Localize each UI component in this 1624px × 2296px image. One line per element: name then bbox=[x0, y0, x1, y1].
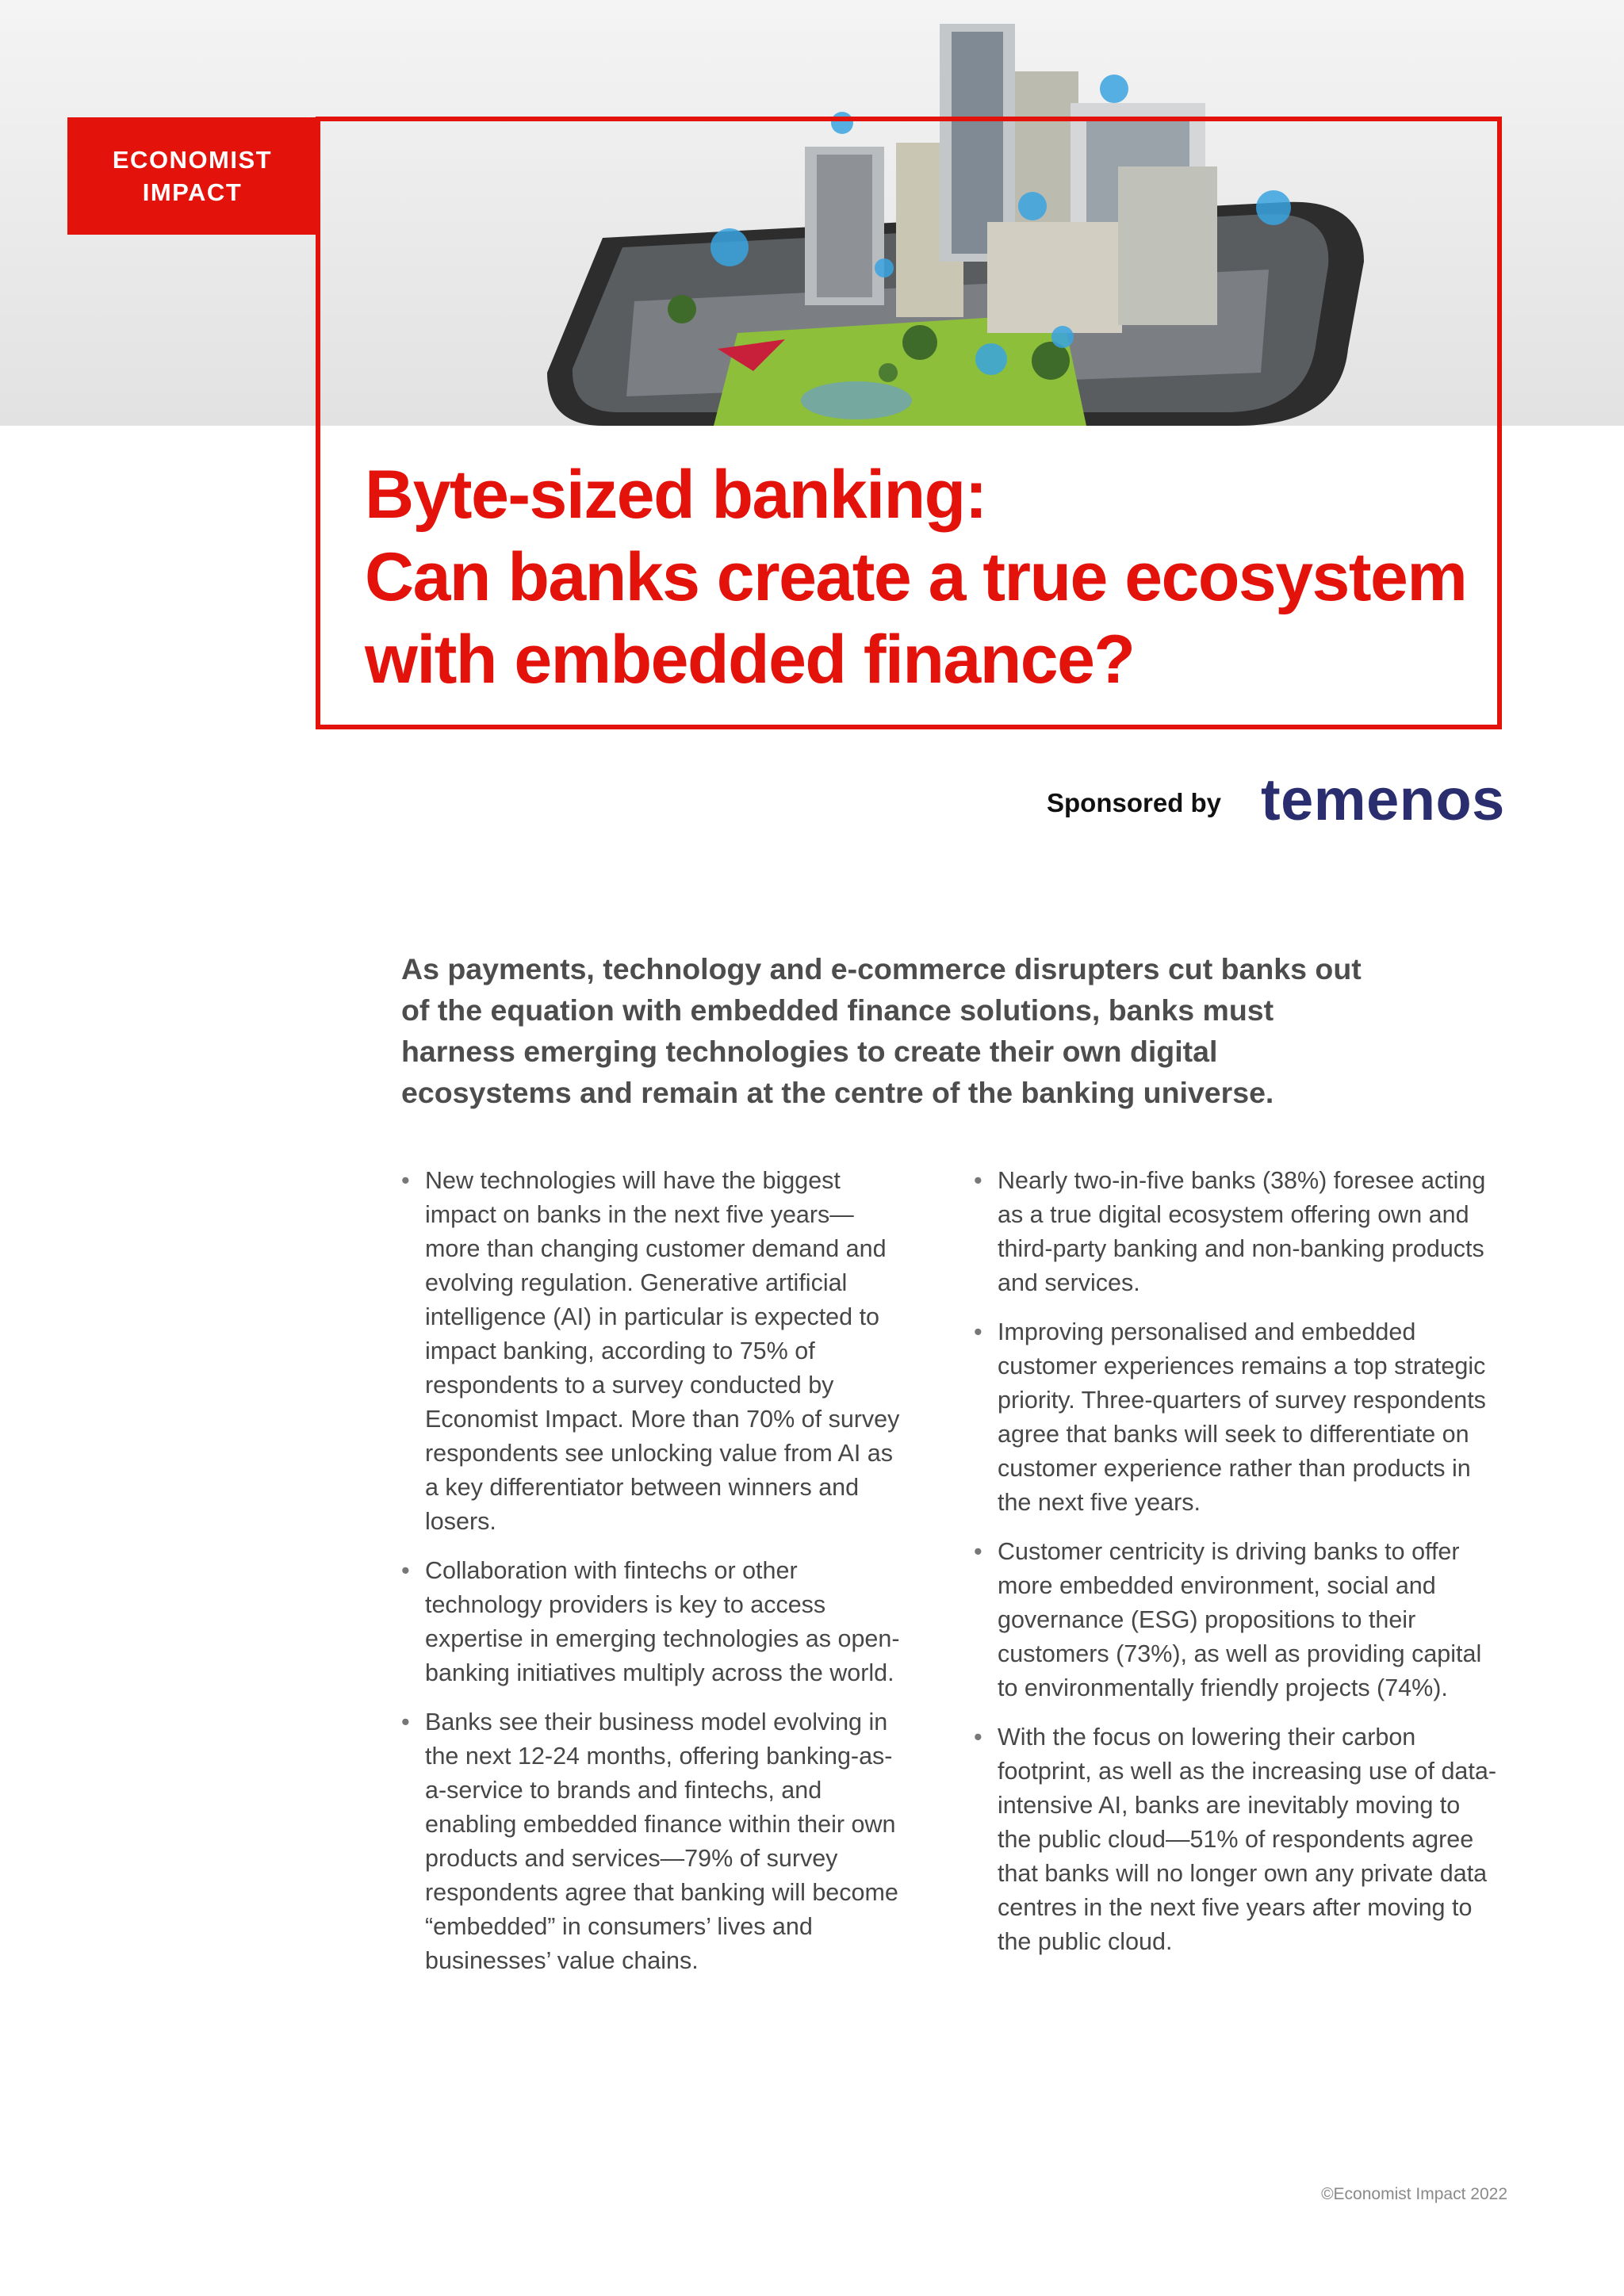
brand-line-2: IMPACT bbox=[142, 178, 243, 206]
sponsored-by-label: Sponsored by bbox=[1047, 788, 1222, 817]
list-item: • Banks see their business model evolving in the next 12-24 months, offering banking-as-a-service to brands and fintechs, and enabling embedded finance within their own products and services—79% of survey respondents agree that banking will become “embedded” in consumers’ lives and businesses’ value chains. bbox=[401, 1705, 909, 1978]
bullet-list-right bbox=[974, 1164, 1497, 1974]
list-item: • New technologies will have the biggest impact on banks in the next five years—more than changing customer demand and evolving regulation. Generative artificial intelligence (AI) in particular is expected to impact banking, according to 75% of respondents to a survey conducted by Economist Impact. More than 70% of survey respondents see unlocking value from AI as a key differentiator between winners and losers. bbox=[401, 1164, 909, 1539]
list-item: • Improving personalised and embedded customer experiences remains a top strategic priority. Three-quarters of survey respondents agree that banks will seek to differentiate on customer experience rather than products in the next five years. bbox=[974, 1315, 1497, 1520]
brand-line-1: ECONOMIST bbox=[112, 146, 273, 174]
copyright-footer: ©Economist Impact 2022 bbox=[1321, 2185, 1507, 2203]
economist-impact-logo bbox=[67, 117, 317, 235]
list-item: • Customer centricity is driving banks to offer more embedded environment, social and governance (ESG) propositions to their customers (73%), as well as providing capital to environmentally friendly projects (74%). bbox=[974, 1535, 1497, 1705]
headline-line-3: with embedded finance? bbox=[365, 622, 1135, 698]
bullet-list-left bbox=[401, 1164, 909, 1993]
list-item: • With the focus on lowering their carbon footprint, as well as the increasing use of data-intensive AI, banks are inevitably moving to the public cloud—51% of respondents agree that banks will no longer own any private data centres in the next five years after moving to the public cloud. bbox=[974, 1720, 1497, 1959]
list-item: • Nearly two-in-five banks (38%) foresee acting as a true digital ecosystem offering own and third-party banking and non-banking products and services. bbox=[974, 1164, 1497, 1300]
list-item: • Collaboration with fintechs or other technology providers is key to access expertise in emerging technologies as open-banking initiatives multiply across the world. bbox=[401, 1554, 909, 1690]
headline-line-2: Can banks create a true ecosystem bbox=[365, 539, 1467, 615]
intro-paragraph: As payments, technology and e-commerce disrupters cut banks out of the equation with embedded finance solutions, banks must harness emerging technologies to create their own digital ecosystems and remain at the centre of the banking universe. bbox=[401, 952, 1362, 1109]
headline-line-1: Byte-sized banking: bbox=[365, 457, 986, 533]
headline bbox=[365, 453, 1491, 701]
temenos-logo: temenos bbox=[1261, 767, 1505, 832]
